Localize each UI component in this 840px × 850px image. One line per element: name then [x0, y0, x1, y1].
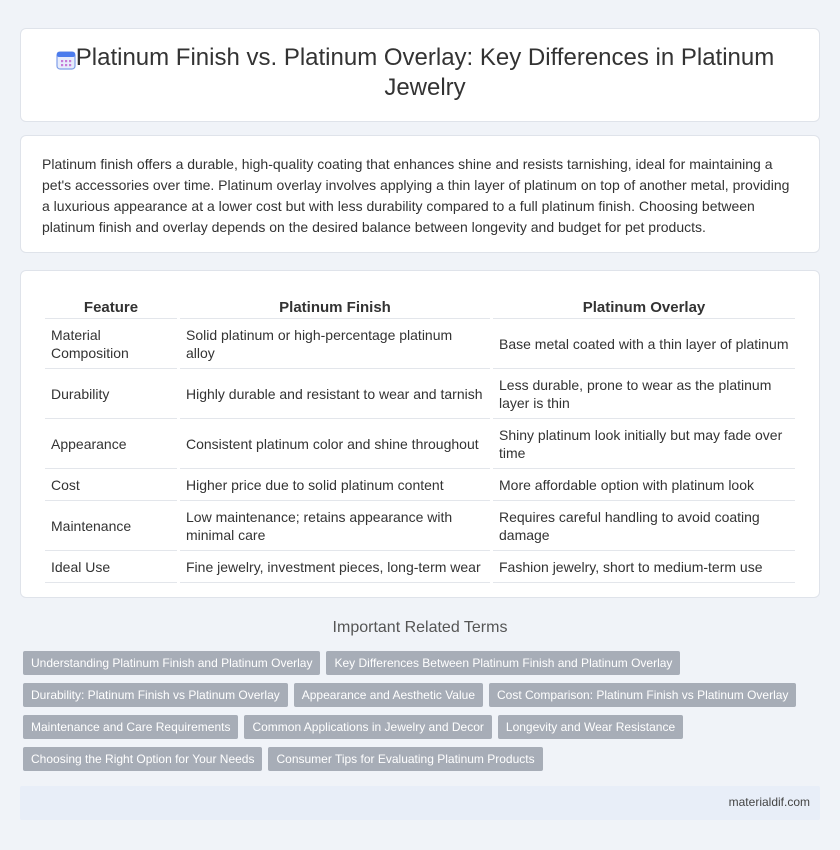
page-title: Platinum Finish vs. Platinum Overlay: Key Differences in Platinum Jewelry	[75, 44, 775, 101]
table-row	[45, 469, 795, 501]
row-finish: Higher price due to solid platinum content	[180, 469, 490, 501]
related-terms-list	[23, 651, 803, 779]
table-header-row	[45, 295, 795, 319]
tag-row	[23, 747, 803, 771]
footer-site-name: materialdif.com	[728, 795, 810, 809]
related-term-link[interactable]: Durability: Platinum Finish vs Platinum Overlay	[23, 683, 288, 707]
table-row	[45, 551, 795, 583]
row-finish: Fine jewelry, investment pieces, long-term wear	[180, 551, 490, 583]
comparison-table	[42, 295, 798, 583]
intro-paragraph: Platinum finish offers a durable, high-quality coating that enhances shine and resists tarnishing, ideal for maintaining a pet's accessories over time. Platinum overlay involves applying a thin layer of platinum on top of another metal, providing a luxurious appearance at a lower cost but with less durability compared to a full platinum finish. Choosing between platinum finish and overlay depends on the desired balance between longevity and budget for pet products.	[42, 156, 790, 235]
related-term-link[interactable]: Consumer Tips for Evaluating Platinum Products	[268, 747, 542, 771]
row-feature: Durability	[45, 369, 177, 419]
related-term-link[interactable]: Cost Comparison: Platinum Finish vs Platinum Overlay	[489, 683, 796, 707]
row-feature: Cost	[45, 469, 177, 501]
row-overlay: Less durable, prone to wear as the platinum layer is thin	[493, 369, 795, 419]
row-finish: Solid platinum or high-percentage platinum alloy	[180, 319, 490, 369]
related-term-link[interactable]: Longevity and Wear Resistance	[498, 715, 683, 739]
table-row	[45, 369, 795, 419]
row-feature: Appearance	[45, 419, 177, 469]
related-term-link[interactable]: Common Applications in Jewelry and Decor	[244, 715, 491, 739]
header-platinum-overlay: Platinum Overlay	[493, 295, 795, 319]
related-term-link[interactable]: Understanding Platinum Finish and Platinum Overlay	[23, 651, 320, 675]
table-row	[45, 419, 795, 469]
tag-row	[23, 715, 803, 739]
row-finish: Highly durable and resistant to wear and tarnish	[180, 369, 490, 419]
table-row	[45, 319, 795, 369]
row-overlay: More affordable option with platinum look	[493, 469, 795, 501]
related-term-link[interactable]: Key Differences Between Platinum Finish and Platinum Overlay	[326, 651, 680, 675]
table-row	[45, 501, 795, 551]
row-overlay: Shiny platinum look initially but may fade over time	[493, 419, 795, 469]
row-overlay: Requires careful handling to avoid coating damage	[493, 501, 795, 551]
comparison-card	[20, 270, 820, 598]
header-feature: Feature	[45, 295, 177, 319]
row-feature: Maintenance	[45, 501, 177, 551]
row-overlay: Base metal coated with a thin layer of platinum	[493, 319, 795, 369]
row-overlay: Fashion jewelry, short to medium-term use	[493, 551, 795, 583]
related-term-link[interactable]: Appearance and Aesthetic Value	[294, 683, 483, 707]
header-platinum-finish: Platinum Finish	[180, 295, 490, 319]
row-finish: Low maintenance; retains appearance with minimal care	[180, 501, 490, 551]
tag-row	[23, 651, 803, 675]
footer	[20, 786, 820, 820]
row-feature: Ideal Use	[45, 551, 177, 583]
row-finish: Consistent platinum color and shine throughout	[180, 419, 490, 469]
related-term-link[interactable]: Maintenance and Care Requirements	[23, 715, 238, 739]
related-term-link[interactable]: Choosing the Right Option for Your Needs	[23, 747, 262, 771]
header-card	[20, 28, 820, 122]
row-feature: Material Composition	[45, 319, 177, 369]
intro-card	[20, 135, 820, 253]
tag-row	[23, 683, 803, 707]
related-terms-title: Important Related Terms	[332, 619, 508, 636]
